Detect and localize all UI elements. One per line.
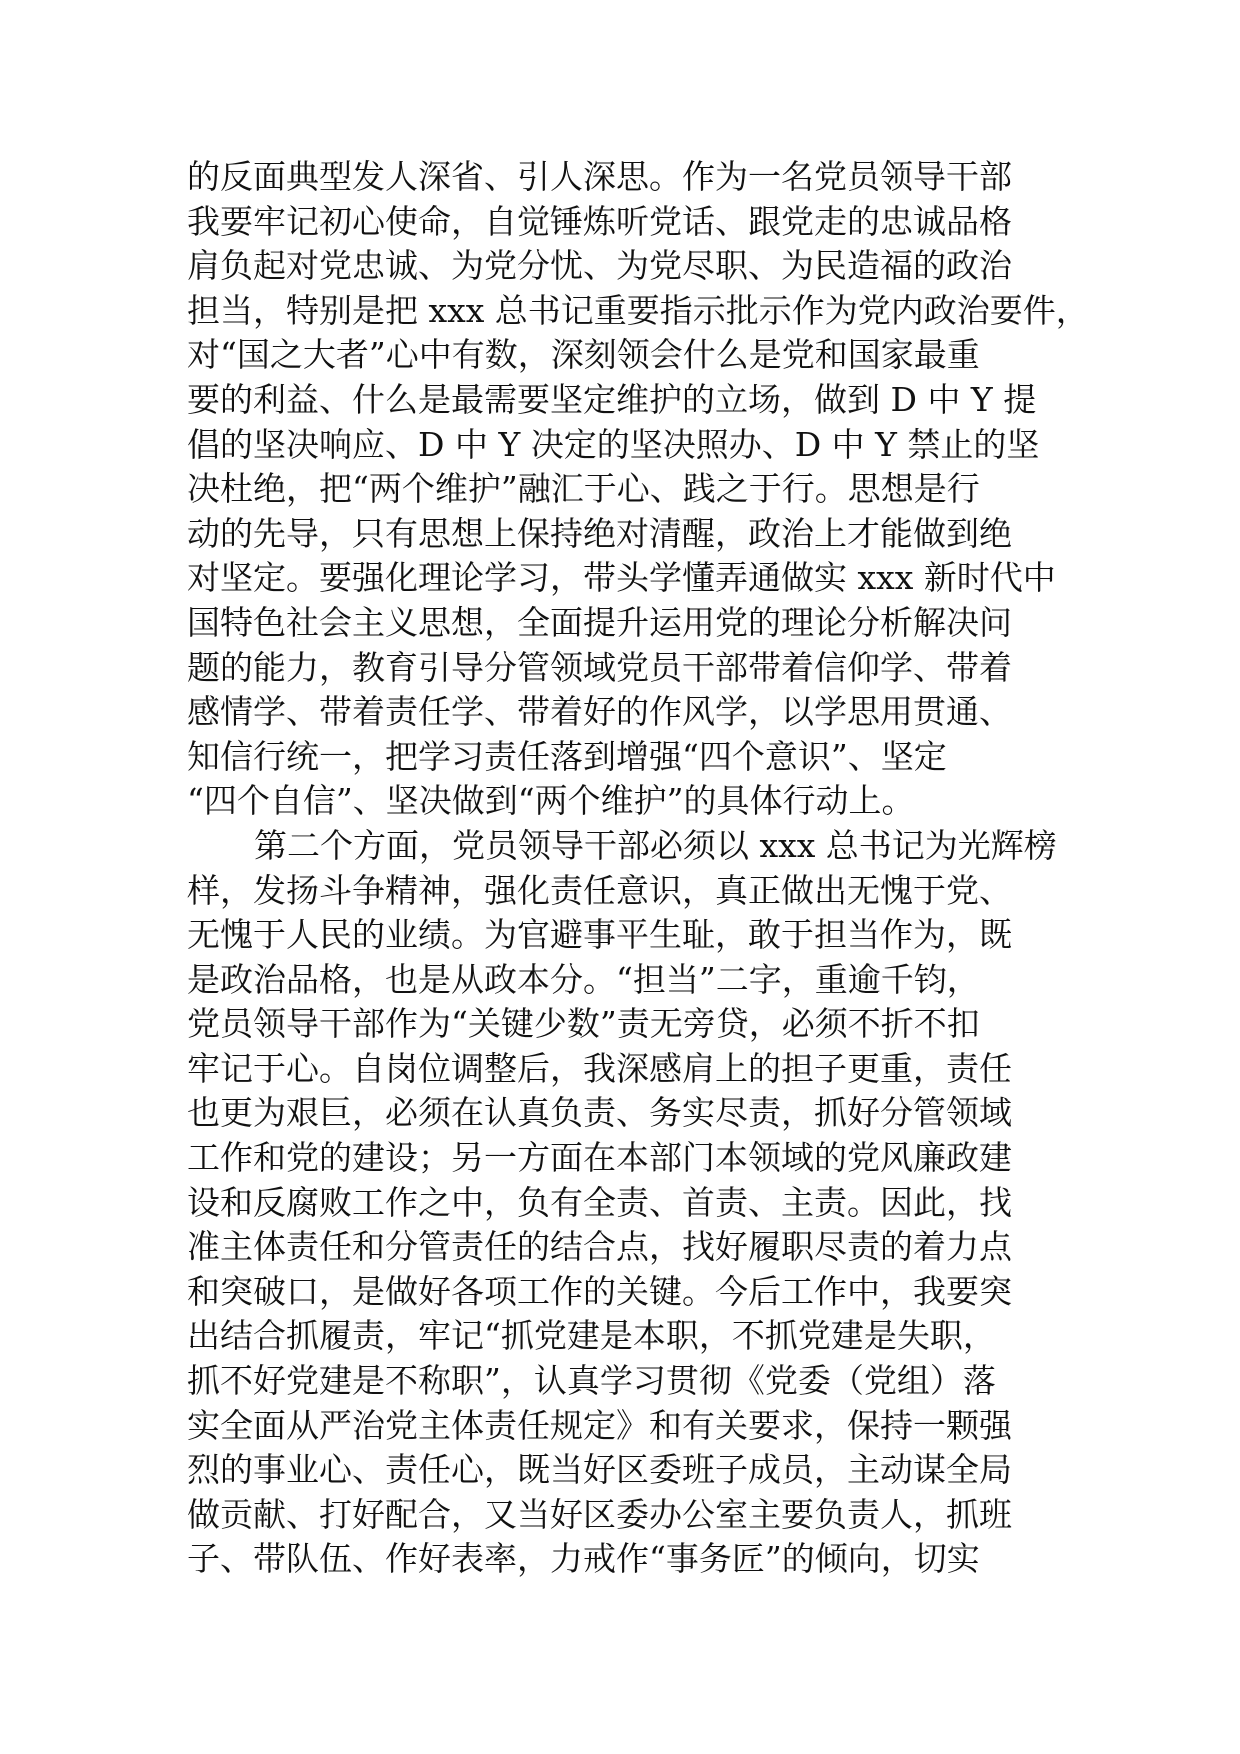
text-line: 感情学、带着责任学、带着好的作风学，以学思用贯通、 [187,692,1012,732]
text-line: 我要牢记初心使命，自觉锤炼听党话、跟党走的忠诚品格 [187,201,1012,241]
text-line: 题的能力，教育引导分管领域党员干部带着信仰学、带着 [187,647,1012,687]
text-line: 倡的坚决响应、D 中 Y 决定的坚决照办、D 中 Y 禁止的坚 [187,424,1040,464]
text-line: 做贡献、打好配合，又当好区委办公室主要负责人，抓班 [187,1494,1012,1534]
text-line: 和突破口，是做好各项工作的关键。今后工作中，我要突 [187,1271,1012,1311]
text-line: 也更为艰巨，必须在认真负责、务实尽责，抓好分管领域 [187,1093,1012,1133]
text-line: 实全面从严治党主体责任规定》和有关要求，保持一颗强 [187,1405,1012,1445]
text-line: 抓不好党建是不称职”，认真学习贯彻《党委（党组）落 [187,1361,996,1401]
text-line: 样，发扬斗争精神，强化责任意识，真正做出无愧于党、 [187,870,1012,910]
text-line: 子、带队伍、作好表率，力戒作“事务匠”的倾向，切实 [187,1539,980,1579]
text-line: 担当，特别是把 xxx 总书记重要指示批示作为党内政治要件， [187,290,1089,330]
text-line: 烈的事业心、责任心，既当好区委班子成员，主动谋全局 [187,1450,1012,1490]
text-line: 无愧于人民的业绩。为官避事平生耻，敢于担当作为，既 [187,915,1012,955]
text-line: 准主体责任和分管责任的结合点，找好履职尽责的着力点 [187,1227,1012,1267]
text-line: 对“国之大者”心中有数，深刻领会什么是党和国家最重 [187,335,980,375]
text-line: 牢记于心。自岗位调整后，我深感肩上的担子更重，责任 [187,1048,1012,1088]
text-line: 工作和党的建设；另一方面在本部门本领域的党风廉政建 [187,1138,1012,1178]
paragraph-start-line: 第二个方面，党员领导干部必须以 xxx 总书记为光辉榜 [254,825,1057,865]
text-line: 要的利益、什么是最需要坚定维护的立场，做到 D 中 Y 提 [187,379,1037,419]
text-line: 对坚定。要强化理论学习，带头学懂弄通做实 xxx 新时代中 [187,558,1056,598]
text-line: 党员领导干部作为“关键少数”责无旁贷，必须不折不扣 [187,1004,980,1044]
text-line: 出结合抓履责，牢记“抓党建是本职，不抓党建是失职， [187,1316,996,1356]
text-line: 的反面典型发人深省、引人深思。作为一名党员领导干部 [187,157,1012,196]
text-line: 设和反腐败工作之中，负有全责、首责、主责。因此，找 [187,1182,1012,1222]
text-line: 肩负起对党忠诚、为党分忧、为党尽职、为民造福的政治 [187,246,1012,286]
text-line: “四个自信”、坚决做到“两个维护”的具体行动上。 [187,781,915,821]
text-line: 决杜绝，把“两个维护”融汇于心、践之于行。思想是行 [187,469,980,509]
text-line: 国特色社会主义思想，全面提升运用党的理论分析解决问 [187,602,1012,642]
text-line: 是政治品格，也是从政本分。“担当”二字，重逾千钧， [187,959,980,999]
text-line: 动的先导，只有思想上保持绝对清醒，政治上才能做到绝 [187,513,1012,553]
body-text [187,155,1087,1582]
text-line: 知信行统一，把学习责任落到增强“四个意识”、坚定 [187,736,947,776]
